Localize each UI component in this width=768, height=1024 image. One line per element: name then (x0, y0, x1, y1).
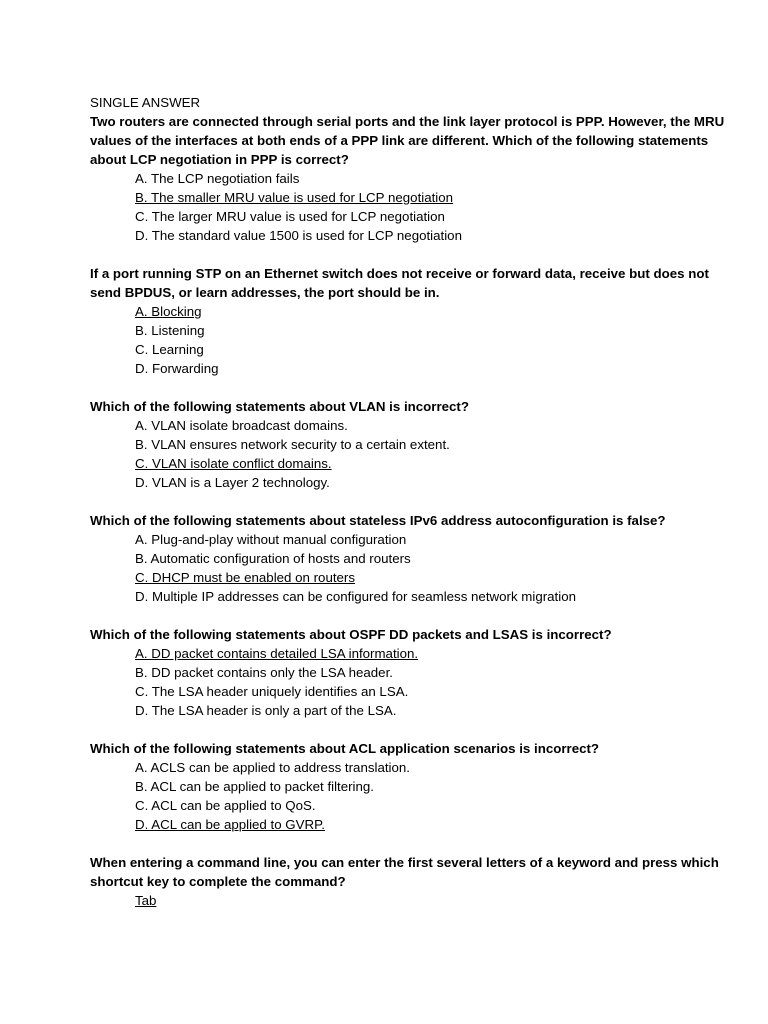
question-block (90, 853, 730, 910)
answer-option-label: A. The LCP negotiation fails (135, 171, 300, 186)
answer-option-correct (90, 644, 730, 663)
answer-option-correct (90, 302, 730, 321)
question-text: Which of the following statements about VLAN is incorrect? (90, 399, 469, 414)
question-block (90, 511, 730, 606)
answer-option (90, 359, 730, 378)
answer-option (90, 530, 730, 549)
answer-option (90, 473, 730, 492)
answer-option-label: D. ACL can be applied to GVRP. (135, 817, 325, 832)
answer-option (90, 701, 730, 720)
answer-option-label: A. DD packet contains detailed LSA information. (135, 646, 419, 661)
option-list (90, 758, 730, 834)
question-text: If a port running STP on an Ethernet switch does not receive or forward data, receive but does not send BPDUS, or learn addresses, the port should be in. (90, 266, 709, 300)
answer-option (90, 777, 730, 796)
answer-option (90, 682, 730, 701)
answer-option-label: Tab (135, 893, 157, 908)
answer-option-correct (90, 891, 730, 910)
question-block (90, 739, 730, 834)
answer-option-label: B. ACL can be applied to packet filtering. (135, 779, 374, 794)
option-list (90, 302, 730, 378)
answer-option (90, 169, 730, 188)
answer-option (90, 663, 730, 682)
option-list (90, 644, 730, 720)
answer-option-label: B. Listening (135, 323, 205, 338)
answer-option (90, 226, 730, 245)
question-text: Two routers are connected through serial ports and the link layer protocol is PPP. However, the MRU values of the interfaces at both ends of a PPP link are different. Which of the following statements about LCP negotiation in PPP is correct? (90, 114, 725, 167)
answer-option-correct (90, 454, 730, 473)
answer-option-label: D. The standard value 1500 is used for LCP negotiation (135, 228, 462, 243)
option-list (90, 530, 730, 606)
question-text: When entering a command line, you can enter the first several letters of a keyword and press which shortcut key to complete the command? (90, 855, 719, 889)
answer-option-correct (90, 815, 730, 834)
answer-option-label: B. The smaller MRU value is used for LCP negotiation (135, 190, 454, 205)
question-block (90, 397, 730, 492)
question-block (90, 625, 730, 720)
answer-option-label: A. Plug-and-play without manual configuration (135, 532, 407, 547)
answer-option-label: B. VLAN ensures network security to a certain extent. (135, 437, 450, 452)
question-text: Which of the following statements about stateless IPv6 address autoconfiguration is false? (90, 513, 666, 528)
answer-option-label: D. The LSA header is only a part of the LSA. (135, 703, 397, 718)
question-text: Which of the following statements about ACL application scenarios is incorrect? (90, 741, 600, 756)
answer-option (90, 207, 730, 226)
answer-option (90, 416, 730, 435)
answer-option-label: D. Multiple IP addresses can be configured for seamless network migration (135, 589, 576, 604)
question-text: Which of the following statements about OSPF DD packets and LSAS is incorrect? (90, 627, 612, 642)
answer-option-label: C. The larger MRU value is used for LCP negotiation (135, 209, 445, 224)
answer-option-correct (90, 188, 730, 207)
answer-option-label: B. Automatic configuration of hosts and routers (135, 551, 411, 566)
question-list (90, 112, 730, 910)
answer-option (90, 796, 730, 815)
answer-option (90, 321, 730, 340)
answer-option-label: C. DHCP must be enabled on routers (135, 570, 356, 585)
answer-option-label: B. DD packet contains only the LSA header. (135, 665, 393, 680)
answer-option (90, 549, 730, 568)
question-block (90, 264, 730, 378)
answer-option-label: C. Learning (135, 342, 204, 357)
option-list (90, 169, 730, 245)
question-block (90, 112, 730, 245)
answer-option-label: D. VLAN is a Layer 2 technology. (135, 475, 330, 490)
answer-option (90, 758, 730, 777)
option-list (90, 416, 730, 492)
answer-option-label: C. The LSA header uniquely identifies an LSA. (135, 684, 409, 699)
answer-option-label: A. Blocking (135, 304, 202, 319)
answer-option-label: C. VLAN isolate conflict domains. (135, 456, 332, 471)
answer-option-label: A. ACLS can be applied to address translation. (135, 760, 410, 775)
answer-option-correct (90, 568, 730, 587)
answer-option-label: A. VLAN isolate broadcast domains. (135, 418, 348, 433)
answer-option-label: C. ACL can be applied to QoS. (135, 798, 316, 813)
answer-option (90, 587, 730, 606)
section-header: SINGLE ANSWER (90, 95, 201, 110)
answer-option-label: D. Forwarding (135, 361, 219, 376)
option-list (90, 891, 730, 910)
answer-option (90, 435, 730, 454)
answer-option (90, 340, 730, 359)
document-page (90, 93, 730, 929)
